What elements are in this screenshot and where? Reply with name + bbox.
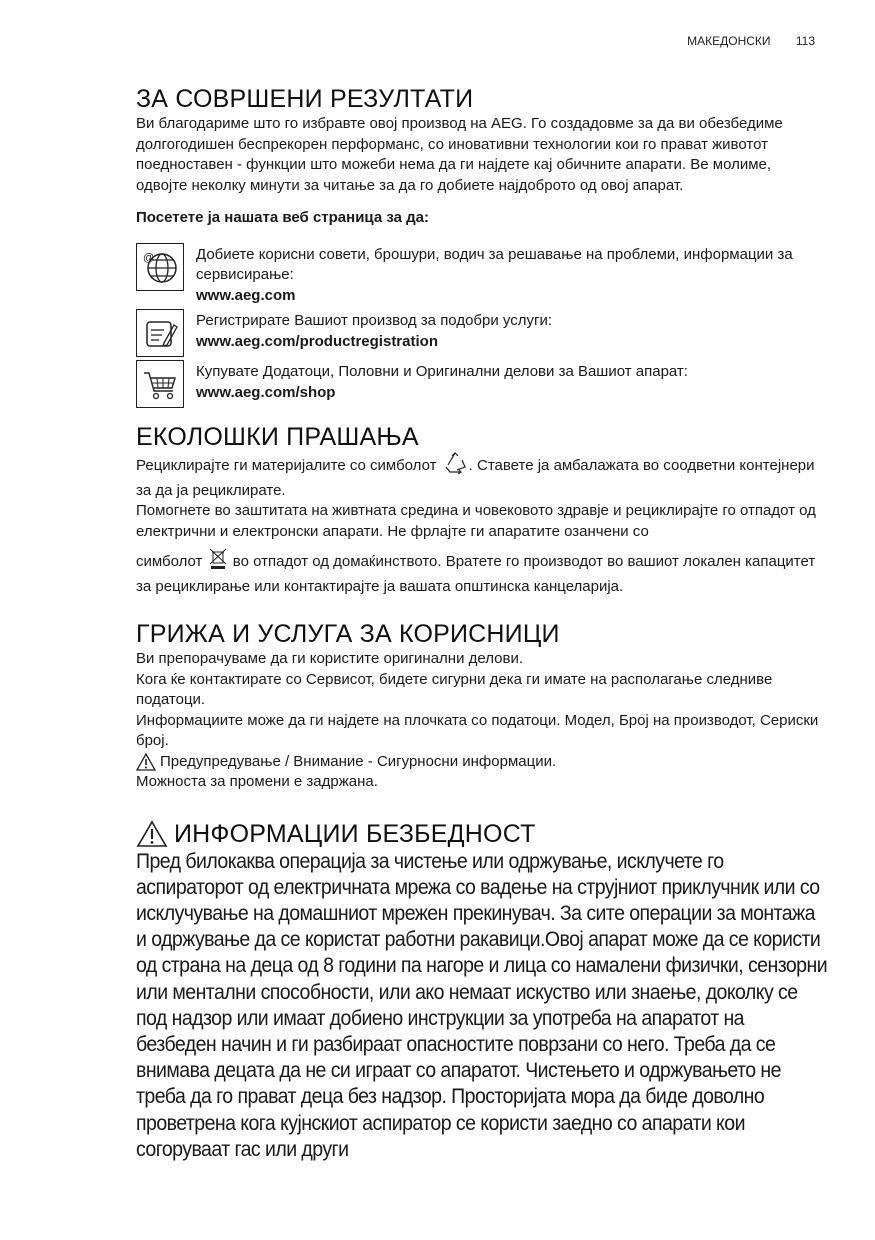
care-warning-text: Предупредување / Внимание - Сигурносни информации.: [160, 752, 557, 770]
link-row-shop: [136, 360, 826, 408]
link-url-registration[interactable]: www.aeg.com/productregistration: [196, 332, 438, 350]
eco-paragraph-2: Помогнете во заштитата на живтната средина и човековото здравје и рециклирајте го отпадот од електрични и електронски апарати. Не фрлајте ги апаратите озанчени со: [136, 502, 816, 540]
shopping-cart-icon: [136, 360, 184, 408]
eco-section: [136, 422, 826, 597]
care-warning-line: [136, 752, 826, 773]
eco-p3-before: симболот: [136, 553, 203, 570]
care-line-2: Кога ќе контактирате со Сервисот, бидете сигурни дека ги имате на располагање следниве податоци.: [136, 670, 773, 708]
globe-icon: [136, 243, 184, 291]
visit-label: Посетете ја нашата веб страница за да:: [136, 209, 429, 226]
language-label: МАКЕДОНСКИ: [687, 34, 771, 48]
page-header: [687, 34, 815, 48]
registration-icon: [136, 309, 184, 357]
warning-triangle-icon: [136, 753, 156, 771]
eco-p1-before: Рециклирајте ги материјалите со симболот: [136, 457, 437, 474]
link-text-support: Добиете корисни совети, брошури, водич за решавање на проблеми, информации за сервисирање:: [196, 245, 793, 283]
safety-title: ИНФОРМАЦИИ БЕЗБЕДНОСТ: [174, 819, 536, 848]
results-title: ЗА СОВРШЕНИ РЕЗУЛТАТИ: [136, 85, 474, 113]
link-text-shop: Купувате Додатоци, Половни и Оригинални делови за Вашиот апарат:: [196, 363, 688, 380]
warning-triangle-icon: [136, 820, 168, 848]
recycle-icon: [443, 452, 467, 481]
eco-paragraph-1: [136, 452, 826, 501]
eco-p1-after: . Ставете ја амбалажата во соодветни контејнери за да ја рециклирате.: [136, 457, 815, 499]
link-url-support[interactable]: www.aeg.com: [196, 286, 296, 304]
care-last-line: Можноста за промени е задржана.: [136, 773, 378, 790]
document-body: [136, 84, 826, 1163]
safety-section: [136, 819, 826, 1163]
crossed-bin-icon: [209, 548, 227, 577]
care-line-3: Информациите може да ги најдете на плочката со податоци. Модел, Број на производот, Сериски број.: [136, 711, 819, 749]
care-title: ГРИЖА И УСЛУГА ЗА КОРИСНИЦИ: [136, 620, 560, 648]
link-row-support: [136, 243, 826, 307]
link-text-registration: Регистрирате Вашиот производ за подобри услуги:: [196, 312, 553, 329]
link-url-shop[interactable]: www.aeg.com/shop: [196, 383, 336, 401]
care-line-1: Ви препорачуваме да ги користите оригинални делови.: [136, 650, 523, 667]
safety-title-row: [136, 819, 826, 849]
care-section: [136, 619, 826, 793]
results-intro: Ви благодариме што го избравте овој производ на AEG. Го создадовме за да ви обезбедиме долгогодишен беспрекорен перформанс, со иновативни технологии кои го прават животот поедноставен - функции што можеби нема да ги најдете кај обичните апарати. Ве молиме, одвојте неколку минути за читање за да го добиете најдоброто од овој апарат.: [136, 115, 783, 194]
link-row-registration: [136, 309, 826, 357]
results-section: [136, 84, 826, 408]
eco-p3-after: во отпадот од домаќинството. Вратете го производот во вашиот локален капацитет за рециклирање или контактирајте ја вашата општинска канцеларија.: [136, 553, 816, 595]
page-number: 113: [795, 34, 815, 48]
safety-body: Пред билокаква операција за чистење или одржување, исклучете го аспираторот од електричната мрежа со вадење на струјниот приклучник или со исклучување на домашниот мрежен прекинувач. За сите операции за монтажа и одржување да се користат работни ракавици.Овој апарат може да се користи од страна на деца од 8 години па нагоре и лица со намалени физички, сензорни или ментални способности, или ако немаат искуство или знаење, доколку се под надзор или имаат добиено инструкции за употреба на апаратот на безбеден начин и ги разбираат опасностите поврзани со него. Треба да се внимава децата да не си играат со апаратот. Чистењето и одржувањето не треба да го прават деца без надзор. Просторијата мора да биде доволно проветрена кога кујнскиот аспиратор се користи заедно со апарати кои согоруваат гас или други: [136, 849, 828, 1161]
eco-title: ЕКОЛОШКИ ПРАШАЊА: [136, 423, 419, 451]
eco-paragraph-3: [136, 548, 826, 597]
svg-text:@: @: [143, 251, 155, 264]
